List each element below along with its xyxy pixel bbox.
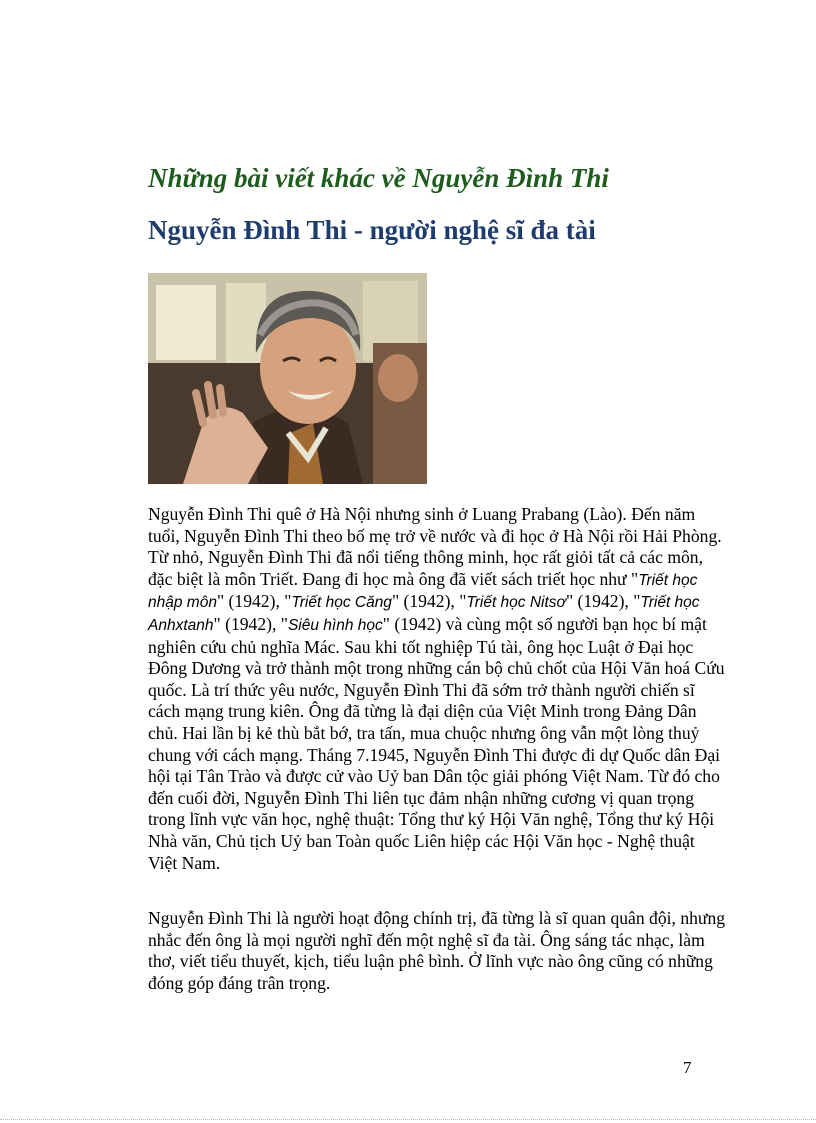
page-number: 7	[683, 1058, 692, 1077]
article-title: Nguyễn Đình Thi - người nghệ sĩ đa tài	[148, 215, 596, 245]
page-divider	[0, 1119, 816, 1120]
book-title: Triết học nhập môn	[148, 571, 698, 612]
book-title: Triết học Nitsơ	[466, 594, 566, 612]
portrait-photo	[148, 273, 427, 484]
section-heading: Những bài viết khác về Nguyễn Đình Thi	[148, 163, 609, 193]
book-title: Siêu hình học	[287, 616, 383, 634]
career-paragraph: Nguyễn Đình Thi là người hoạt động chính trị, đã từng là sĩ quan quân đội, nhưng nhắc đến ông là mọi người nghĩ đến một nghệ sĩ đa tài. Ông sáng tác nhạc, làm thơ, viết tiểu thuyết, kịch, tiểu luận phê bình. Ở lĩnh vực nào ông cũng có những đóng góp đáng trân trọng.	[148, 908, 726, 993]
book-title: Triết học Căng	[291, 594, 392, 612]
biography-paragraph: Nguyễn Đình Thi quê ở Hà Nội nhưng sinh ở Luang Prabang (Lào). Đến năm tuổi, Nguyễn Đình Thi theo bố mẹ trở về nước và đi học ở Hà Nội rồi Hải Phòng. Từ nhỏ, Nguyễn Đình Thi đã nổi tiếng thông minh, học rất giỏi tất cả các môn, đặc biệt là môn Triết. Đang đi học mà ông đã viết sách triết học như "Triết học nhập môn" (1942), "Triết học Căng" (1942), "Triết học Nitsơ" (1942), "Triết học Anhxtanh" (1942), "Siêu hình học" (1942) và cùng một số người bạn học bí mật nghiên cứu chủ nghĩa Mác. Sau khi tốt nghiệp Tú tài, ông học Luật ở Đại học Đông Dương và trở thành một trong những cán bộ chủ chốt của Hội Văn hoá Cứu quốc. Là trí thức yêu nước, Nguyễn Đình Thi đã sớm trở thành người chiến sĩ cách mạng trung kiên. Ông đã từng là đại diện của Việt Minh trong Đảng Dân chủ. Hai lần bị kẻ thù bắt bớ, tra tấn, mua chuộc nhưng ông vẫn một lòng thuỷ chung với cách mạng. Tháng 7.1945, Nguyễn Đình Thi được đi dự Quốc dân Đại hội tại Tân Trào và được cử vào Uỷ ban Dân tộc giải phóng Việt Nam. Từ đó cho đến cuối đời, Nguyễn Đình Thi liên tục đảm nhận những cương vị quan trọng trong lĩnh vực văn học, nghệ thuật: Tổng thư ký Hội Văn nghệ, Tổng thư ký Hội Nhà văn, Chủ tịch Uỷ ban Toàn quốc Liên hiệp các Hội Văn học - Nghệ thuật Việt Nam.	[148, 504, 725, 873]
book-title: Triết học Anhxtanh	[148, 594, 700, 634]
